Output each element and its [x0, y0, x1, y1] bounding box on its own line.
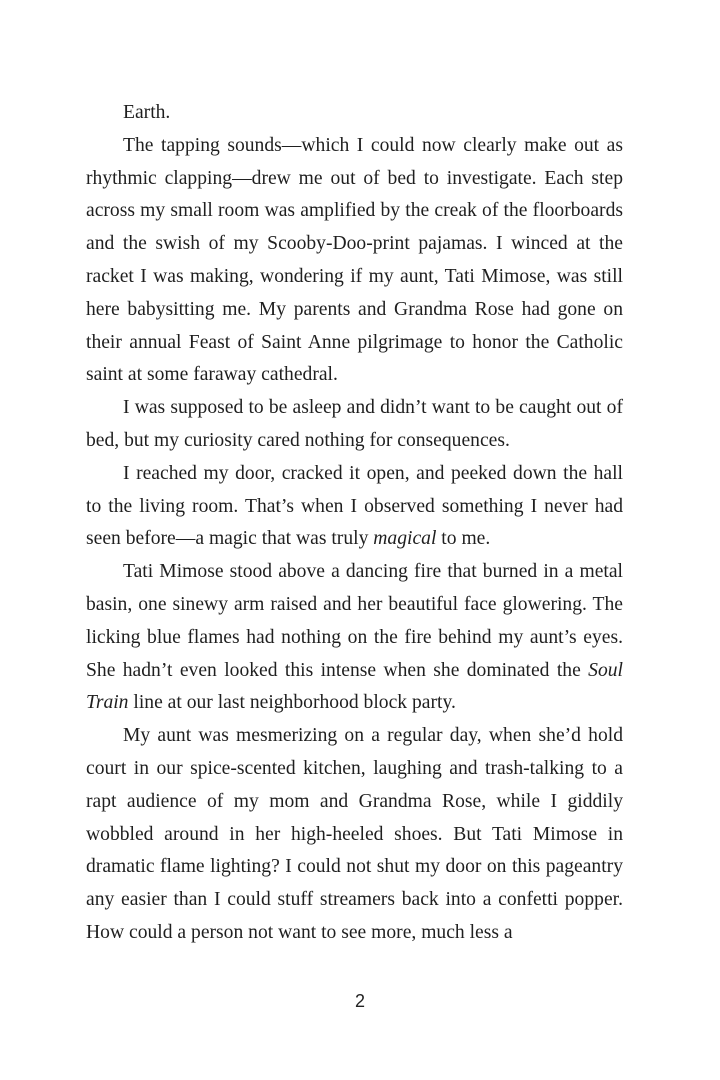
text-segment: line at our last neighborhood block party. — [128, 692, 456, 714]
italic-text: Soul Train — [86, 659, 623, 714]
text-segment: My aunt was mesmerizing on a regular day, when she’d hold court in our spice-scented kitchen, laughing and trash-talking to a rapt audience of my mom and Grandma Rose, while I giddily wobbled around in her high-heeled shoes. But Tati Mimose in dramatic flame lighting? I could not shut my door on this pageantry any easier than I could stuff streamers back into a confetti popper. How could a person not want to see more, much less a — [86, 725, 623, 943]
text-segment: to me. — [436, 528, 491, 550]
paragraph-p6 — [86, 720, 623, 950]
text-segment: The tapping sounds—which I could now clearly make out as rhythmic clapping—drew me out of bed to investigate. Each step across my small room was amplified by the creak of the floorboards and the swish of my Scooby-Doo-print pajamas. I winced at the racket I was making, wondering if my aunt, Tati Mimose, was still here babysitting me. My parents and Grandma Rose had gone on their annual Feast of Saint Anne pilgrimage to honor the Catholic saint at some faraway cathedral. — [86, 134, 623, 386]
italic-text: magical — [373, 528, 437, 550]
paragraph-p4 — [86, 458, 623, 556]
text-segment: Earth. — [123, 102, 171, 123]
paragraph-p3 — [86, 392, 623, 458]
text-segment: I was supposed to be asleep and didn’t want to be caught out of bed, but my curiosity cared nothing for consequences. — [86, 397, 623, 451]
paragraph-p5 — [86, 556, 623, 720]
text-segment: I reached my door, cracked it open, and peeked down the hall to the living room. That’s when I observed something I never had seen before—a magic that was truly — [86, 462, 623, 550]
body-text — [86, 97, 623, 950]
paragraph-p1 — [86, 97, 623, 130]
paragraph-p2 — [86, 130, 623, 392]
text-segment: Tati Mimose stood above a dancing fire that burned in a metal basin, one sinewy arm raised and her beautiful face glowering. The licking blue flames had nothing on the fire behind my aunt’s eyes. She hadn’t even looked this intense when she dominated the — [86, 561, 623, 681]
page-number: 2 — [354, 991, 365, 1011]
